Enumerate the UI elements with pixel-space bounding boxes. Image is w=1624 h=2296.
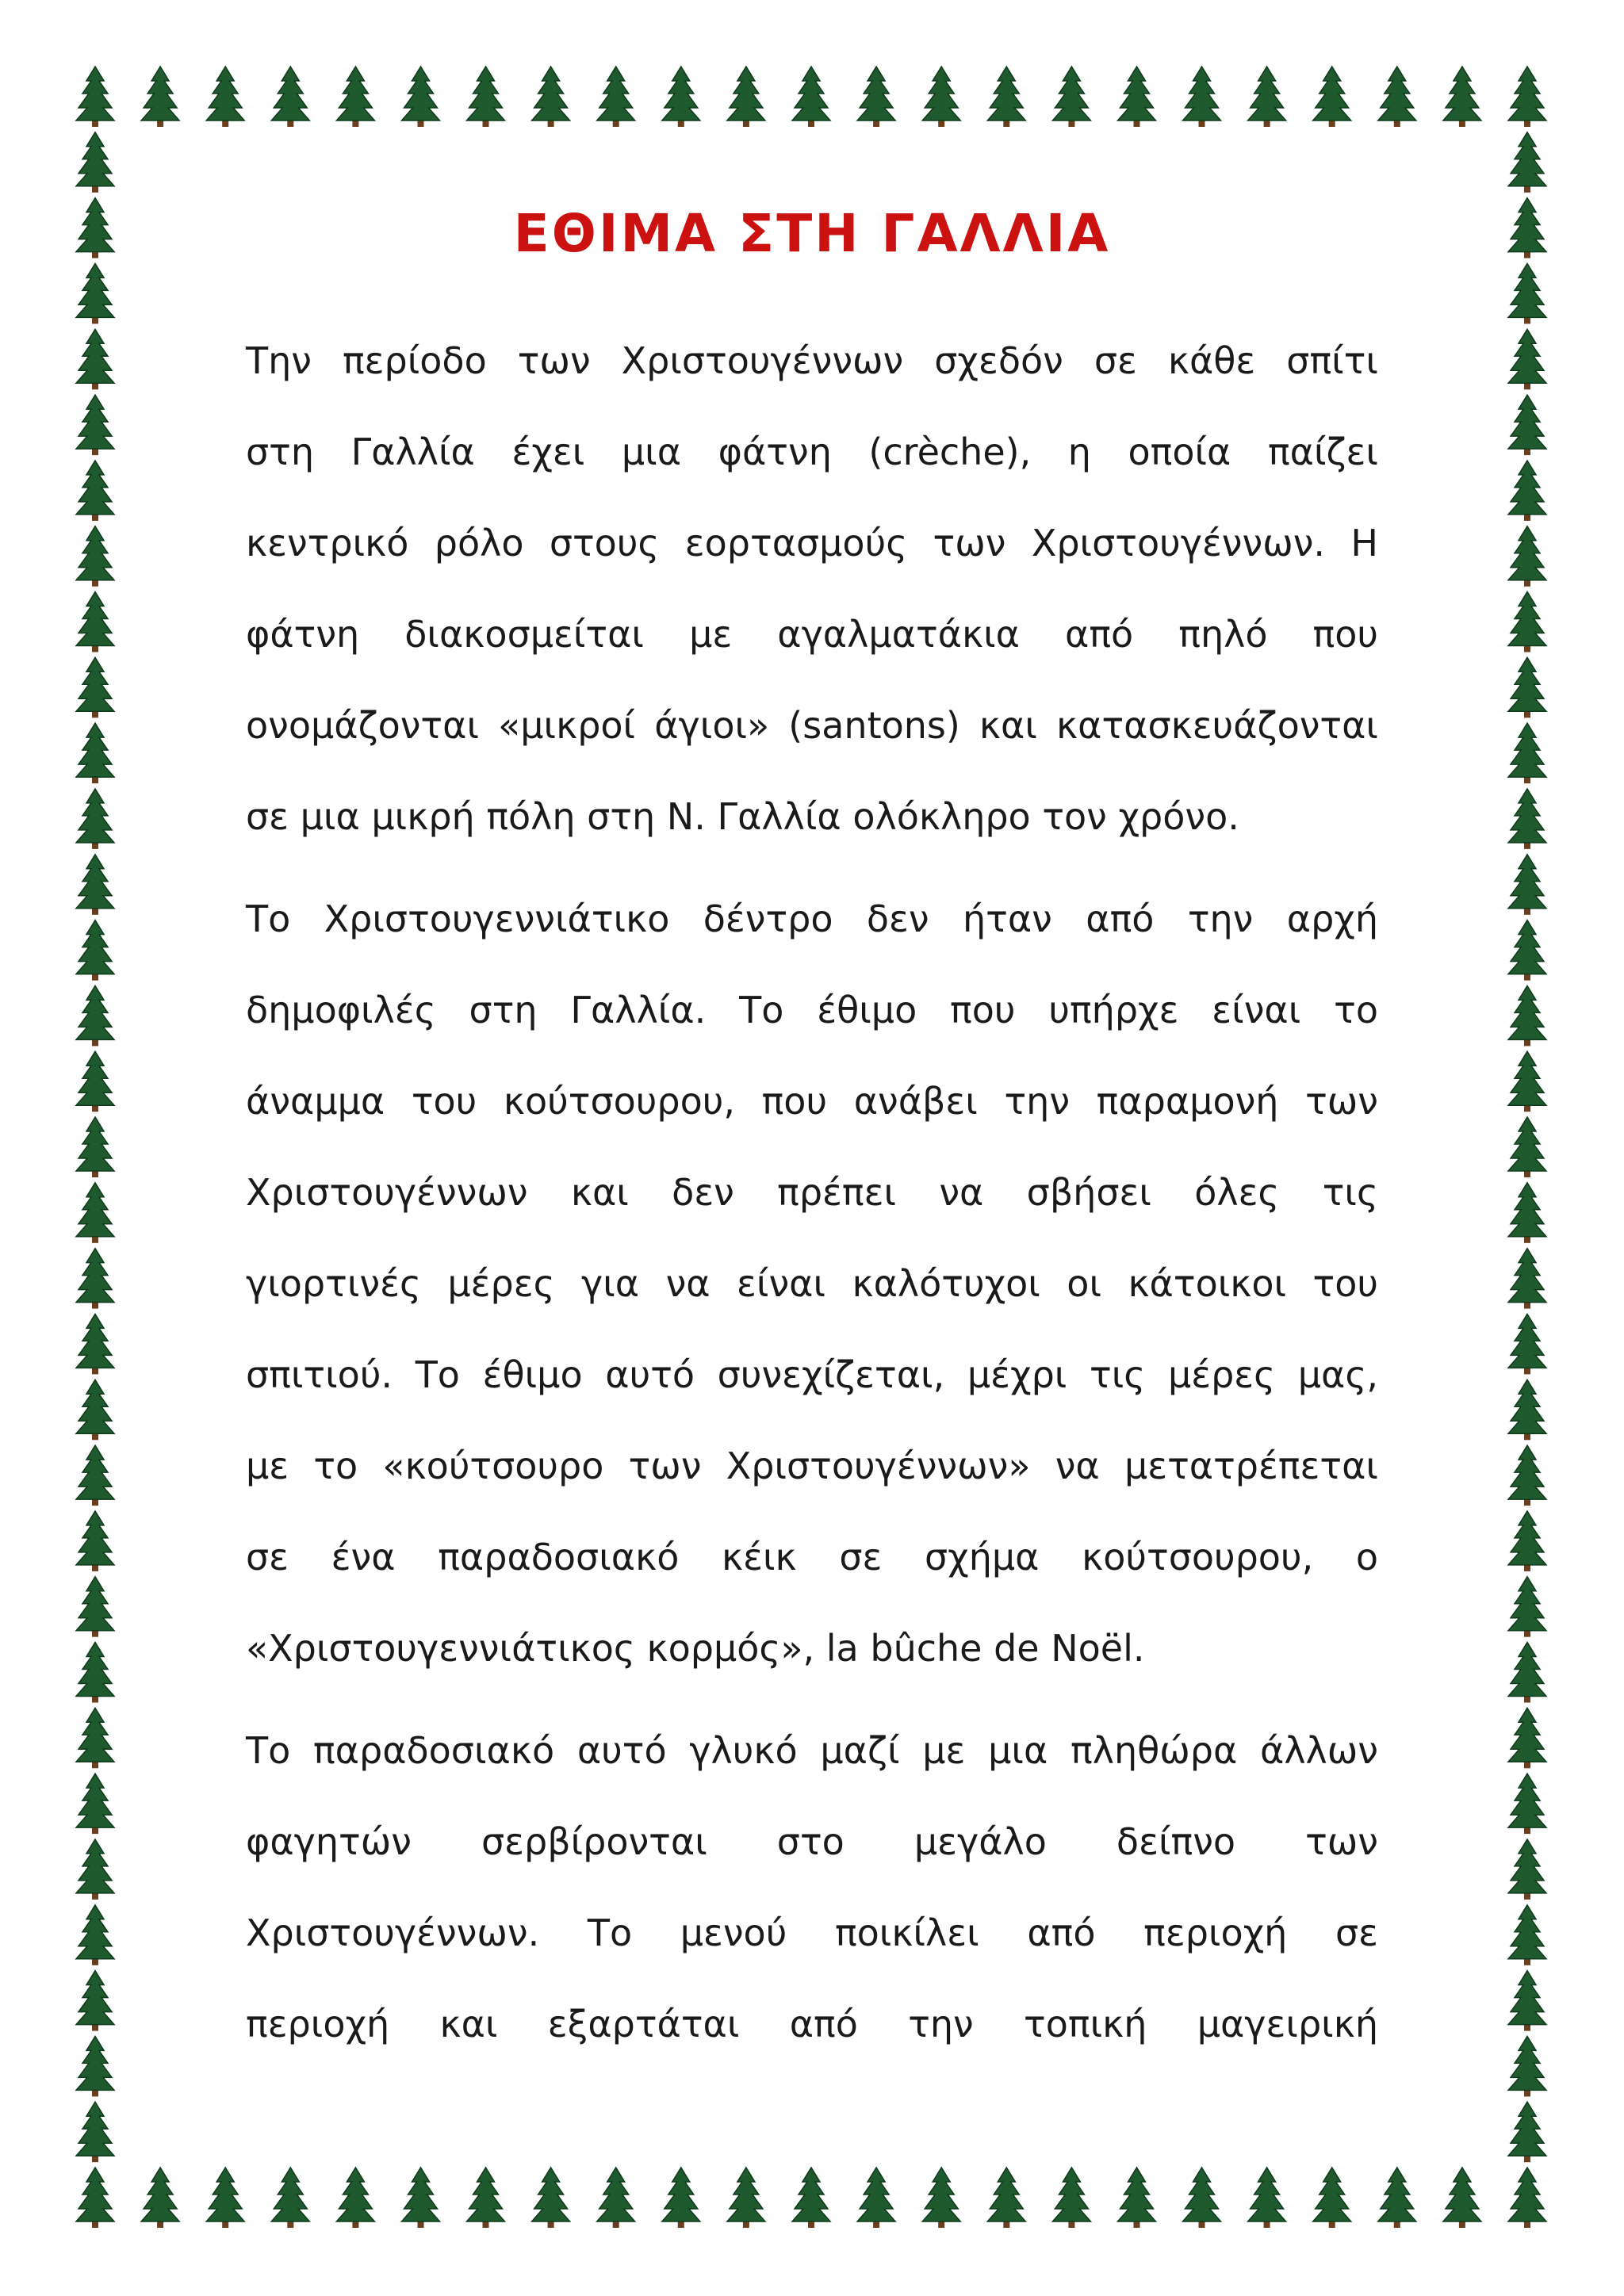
christmas-tree-icon [1508, 1708, 1546, 1768]
christmas-tree-icon [1313, 67, 1351, 127]
christmas-tree-icon [76, 132, 114, 193]
christmas-tree-icon [1508, 1183, 1546, 1243]
christmas-tree-icon [1508, 132, 1546, 193]
christmas-tree-icon [662, 67, 700, 127]
christmas-tree-icon [206, 2168, 244, 2228]
text-line: Την περίοδο των Χριστουγέννων σχεδόν σε κάθε σπίτι [246, 339, 1378, 382]
christmas-tree-icon [76, 1774, 114, 1834]
christmas-tree-icon [792, 2168, 830, 2228]
christmas-tree-icon [1248, 2168, 1286, 2228]
christmas-tree-icon [1508, 1445, 1546, 1506]
christmas-tree-icon [76, 1643, 114, 1703]
christmas-tree-icon [76, 263, 114, 323]
christmas-tree-icon [76, 1708, 114, 1768]
christmas-tree-icon [76, 2102, 114, 2162]
christmas-tree-icon [987, 2168, 1025, 2228]
christmas-tree-icon [76, 1511, 114, 1571]
text-line: άναμμα του κούτσουρου, που ανάβει την παραμονή των [246, 1080, 1378, 1123]
christmas-tree-icon [1508, 723, 1546, 783]
christmas-tree-icon [1508, 329, 1546, 389]
christmas-tree-icon [76, 1249, 114, 1309]
christmas-tree-icon [336, 2168, 374, 2228]
christmas-tree-icon [1052, 2168, 1090, 2228]
christmas-tree-icon [141, 2168, 179, 2228]
paragraph-yule-log [246, 874, 1378, 1694]
christmas-tree-icon [1508, 789, 1546, 849]
christmas-tree-icon [76, 395, 114, 455]
text-line: Χριστουγέννων και δεν πρέπει να σβήσει όλες τις [246, 1171, 1378, 1214]
text-line: σε ένα παραδοσιακό κέικ σε σχήμα κούτσουρου, ο [246, 1536, 1378, 1578]
christmas-tree-icon [76, 789, 114, 849]
christmas-tree-icon [1443, 2168, 1481, 2228]
christmas-tree-icon [1508, 2168, 1546, 2228]
christmas-tree-icon [76, 1971, 114, 2031]
christmas-tree-icon [76, 657, 114, 718]
christmas-tree-icon [662, 2168, 700, 2228]
christmas-tree-icon [141, 67, 179, 127]
christmas-tree-icon [792, 67, 830, 127]
christmas-tree-icon [1508, 1643, 1546, 1703]
page-title: ΕΘΙΜΑ ΣΤΗ ΓΑΛΛΙΑ [513, 203, 1111, 264]
christmas-tree-icon [1508, 1380, 1546, 1440]
christmas-tree-icon [1508, 1511, 1546, 1571]
christmas-tree-icon [271, 67, 309, 127]
christmas-tree-icon [76, 1051, 114, 1112]
christmas-tree-icon [402, 2168, 440, 2228]
christmas-tree-icon [76, 1905, 114, 1965]
christmas-tree-icon [1508, 1774, 1546, 1834]
christmas-tree-icon [76, 1183, 114, 1243]
christmas-tree-icon [1508, 1117, 1546, 1177]
christmas-tree-icon [727, 2168, 765, 2228]
christmas-tree-icon [1508, 461, 1546, 521]
christmas-tree-icon [1508, 67, 1546, 127]
christmas-tree-icon [76, 526, 114, 587]
christmas-tree-icon [76, 985, 114, 1046]
christmas-tree-icon [1508, 1314, 1546, 1374]
christmas-tree-icon [1313, 2168, 1351, 2228]
text-line: ονομάζονται «μικροί άγιοι» (santons) και κατασκευάζονται [246, 704, 1378, 747]
christmas-tree-icon [76, 1117, 114, 1177]
christmas-tree-icon [76, 1445, 114, 1506]
text-line: κεντρικό ρόλο στους εορτασμούς των Χριστουγέννων. Η [246, 522, 1378, 564]
christmas-tree-icon [467, 67, 505, 127]
christmas-tree-icon [76, 1839, 114, 1900]
christmas-tree-icon [402, 67, 440, 127]
christmas-tree-icon [1508, 920, 1546, 981]
christmas-tree-icon [76, 67, 114, 127]
christmas-tree-icon [597, 2168, 635, 2228]
paragraph-creche [246, 316, 1378, 863]
christmas-tree-icon [76, 329, 114, 389]
text-line: φαγητών σερβίρονται στο μεγάλο δείπνο των [246, 1820, 1378, 1863]
christmas-tree-icon [76, 1314, 114, 1374]
christmas-tree-icon [922, 2168, 960, 2228]
christmas-tree-icon [1118, 2168, 1156, 2228]
christmas-tree-icon [206, 67, 244, 127]
christmas-tree-icon [1378, 67, 1416, 127]
christmas-tree-icon [857, 67, 895, 127]
christmas-tree-icon [532, 67, 570, 127]
christmas-tree-icon [1508, 1051, 1546, 1112]
christmas-tree-icon [1183, 67, 1221, 127]
christmas-tree-icon [1508, 985, 1546, 1046]
text-line: «Χριστουγεννιάτικος κορμός», la bûche de Noël. [246, 1627, 1145, 1670]
text-line: με το «κούτσουρο των Χριστουγέννων» να μετατρέπεται [246, 1445, 1378, 1487]
paragraph-christmas-dinner [246, 1705, 1378, 2070]
christmas-tree-icon [1378, 2168, 1416, 2228]
christmas-tree-icon [76, 592, 114, 652]
christmas-tree-icon [532, 2168, 570, 2228]
christmas-tree-icon [1508, 1249, 1546, 1309]
text-line: περιοχή και εξαρτάται από την τοπική μαγειρική [246, 2003, 1378, 2045]
christmas-tree-icon [76, 2168, 114, 2228]
christmas-tree-icon [1118, 67, 1156, 127]
christmas-tree-icon [1183, 2168, 1221, 2228]
christmas-tree-icon [1443, 67, 1481, 127]
christmas-tree-icon [1508, 1839, 1546, 1900]
christmas-tree-icon [1508, 855, 1546, 915]
text-line: σπιτιού. Το έθιμο αυτό συνεχίζεται, μέχρι τις μέρες μας, [246, 1353, 1378, 1396]
christmas-tree-icon [1508, 263, 1546, 323]
christmas-tree-icon [1508, 657, 1546, 718]
text-line: στη Γαλλία έχει μια φάτνη (crèche), η οποία παίζει [246, 430, 1378, 473]
christmas-tree-icon [76, 461, 114, 521]
christmas-tree-icon [467, 2168, 505, 2228]
christmas-tree-icon [987, 67, 1025, 127]
christmas-tree-icon [1508, 2036, 1546, 2096]
christmas-tree-icon [1508, 1905, 1546, 1965]
text-line: σε μια μικρή πόλη στη Ν. Γαλλία ολόκληρο τον χρόνο. [246, 795, 1239, 838]
christmas-tree-icon [1508, 2102, 1546, 2162]
text-line: Το παραδοσιακό αυτό γλυκό μαζί με μια πληθώρα άλλων [246, 1729, 1378, 1772]
christmas-tree-icon [1248, 67, 1286, 127]
christmas-tree-icon [1508, 592, 1546, 652]
christmas-tree-icon [76, 723, 114, 783]
text-line: φάτνη διακοσμείται με αγαλματάκια από πηλό που [246, 613, 1378, 656]
christmas-tree-icon [271, 2168, 309, 2228]
text-line: Χριστουγέννων. Το μενού ποικίλει από περιοχή σε [246, 1911, 1378, 1954]
christmas-tree-icon [1508, 1577, 1546, 1637]
text-line: γιορτινές μέρες για να είναι καλότυχοι οι κάτοικοι του [246, 1262, 1378, 1305]
christmas-tree-icon [1508, 395, 1546, 455]
text-line: Το Χριστουγεννιάτικο δέντρο δεν ήταν από την αρχή [246, 897, 1378, 940]
christmas-tree-icon [76, 1577, 114, 1637]
christmas-tree-icon [76, 920, 114, 981]
christmas-tree-icon [76, 855, 114, 915]
christmas-tree-icon [76, 2036, 114, 2096]
christmas-tree-icon [76, 1380, 114, 1440]
christmas-tree-icon [1052, 67, 1090, 127]
christmas-tree-icon [1508, 526, 1546, 587]
christmas-tree-icon [1508, 1971, 1546, 2031]
christmas-tree-icon [857, 2168, 895, 2228]
christmas-tree-icon [597, 67, 635, 127]
christmas-tree-icon [727, 67, 765, 127]
christmas-tree-icon [922, 67, 960, 127]
body-text [246, 316, 1378, 2081]
christmas-tree-icon [336, 67, 374, 127]
text-line: δημοφιλές στη Γαλλία. Το έθιμο που υπήρχε είναι το [246, 989, 1378, 1031]
